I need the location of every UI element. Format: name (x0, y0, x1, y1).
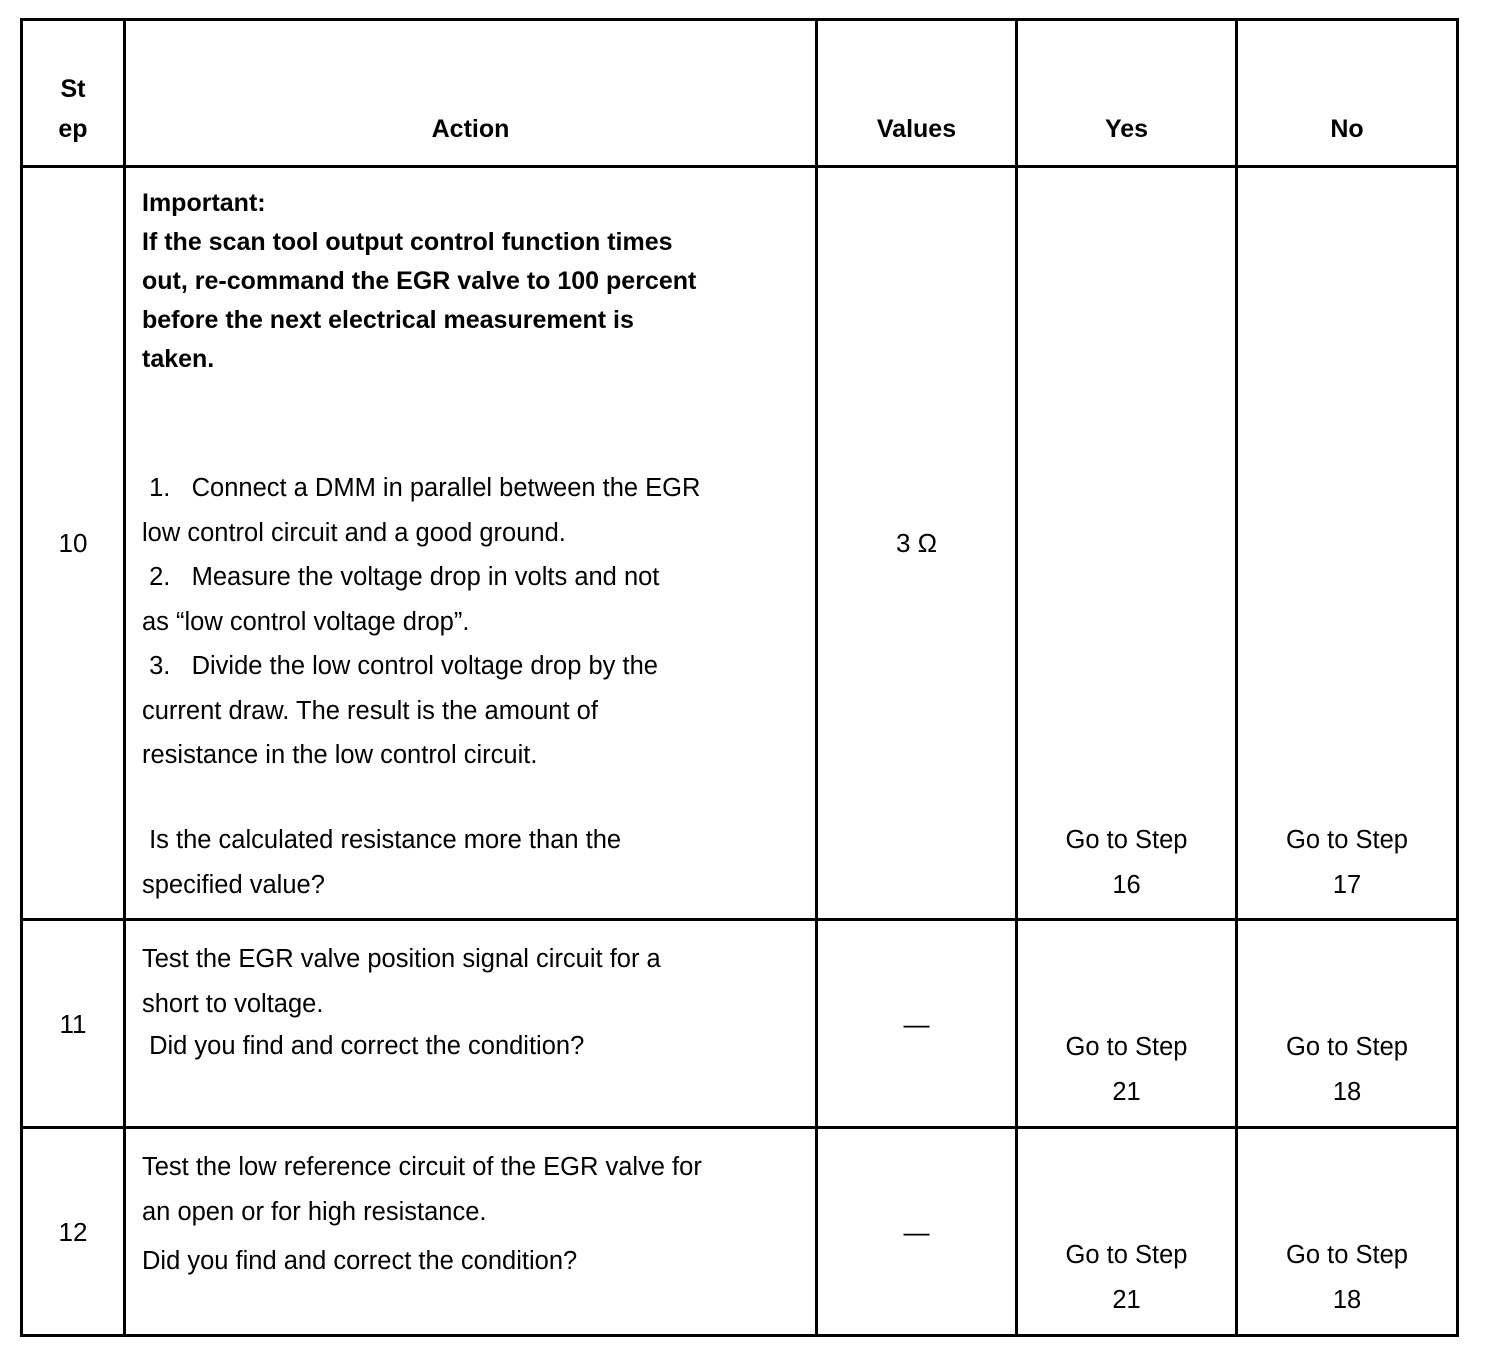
no-cell (1237, 920, 1458, 1128)
important-note (142, 184, 782, 379)
action-text (142, 937, 782, 1066)
no-cell (1237, 167, 1458, 920)
procedure-line: 3. Divide the low control voltage drop by the (142, 652, 658, 680)
procedure-line: 1. Connect a DMM in parallel between the EGR (142, 474, 701, 502)
action-line: Did you find and correct the condition? (142, 1247, 578, 1275)
header-no: No (1330, 115, 1364, 143)
no-cell (1237, 1128, 1458, 1336)
header-values-cell (817, 20, 1017, 167)
step-number: 12 (58, 1217, 88, 1247)
yes-goto (1018, 1233, 1235, 1322)
question-line: Is the calculated resistance more than the (142, 826, 622, 854)
goto-label: Go to Step (1065, 1033, 1188, 1061)
header-values: Values (876, 115, 957, 143)
important-line: before the next electrical measurement is (142, 306, 634, 334)
procedure-line: low control circuit and a good ground. (142, 518, 566, 547)
action-text (142, 1145, 782, 1288)
no-goto (1238, 818, 1456, 907)
header-step-cell (22, 20, 125, 167)
action-line: Test the EGR valve position signal circuit for a (142, 945, 661, 973)
value-cell (817, 167, 1017, 920)
header-step-line1: St (60, 75, 86, 103)
yes-cell (1017, 167, 1237, 920)
action-line: an open or for high resistance. (142, 1197, 487, 1226)
important-title: Important: (142, 189, 266, 217)
goto-label: Go to Step (1286, 826, 1408, 854)
value: 3 Ω (895, 528, 938, 558)
goto-label: Go to Step (1065, 1241, 1188, 1269)
step-number: 10 (58, 528, 88, 558)
procedure-line: current draw. The result is the amount of (142, 696, 598, 725)
goto-step: 18 (1332, 1285, 1362, 1314)
no-goto (1238, 1025, 1456, 1114)
yes-goto (1018, 818, 1235, 907)
diagnostic-table (20, 18, 1459, 1337)
value-cell (817, 1128, 1017, 1336)
question (142, 818, 782, 907)
procedure-steps (142, 466, 782, 778)
yes-goto (1018, 1025, 1235, 1114)
header-yes: Yes (1104, 115, 1149, 143)
important-line: If the scan tool output control function times (142, 228, 673, 256)
header-step-line2: ep (58, 115, 88, 143)
procedure-line: as “low control voltage drop”. (142, 607, 470, 636)
header-yes-cell (1017, 20, 1237, 167)
goto-label: Go to Step (1286, 1033, 1408, 1061)
goto-step: 21 (1112, 1285, 1141, 1314)
no-goto (1238, 1233, 1456, 1322)
table-row-step-10 (22, 167, 1458, 920)
step-cell (22, 1128, 125, 1336)
procedure-line: resistance in the low control circuit. (142, 741, 538, 769)
step-cell (22, 920, 125, 1128)
important-line: taken. (142, 345, 215, 373)
action-cell (125, 1128, 817, 1336)
step-number: 11 (59, 1009, 87, 1039)
header-step (23, 69, 123, 149)
header-action: Action (431, 115, 510, 143)
important-line: out, re-command the EGR valve to 100 percent (142, 267, 697, 295)
goto-step: 17 (1332, 870, 1362, 899)
table-header-row (22, 20, 1458, 167)
goto-step: 18 (1332, 1077, 1362, 1106)
yes-cell (1017, 1128, 1237, 1336)
action-cell (125, 167, 817, 920)
action-line: Test the low reference circuit of the EGR valve for (142, 1153, 702, 1181)
action-cell (125, 920, 817, 1128)
step-cell (22, 167, 125, 920)
value-cell (817, 920, 1017, 1128)
goto-label: Go to Step (1065, 826, 1188, 854)
table-row-step-12 (22, 1128, 1458, 1336)
action-line: short to voltage. (142, 989, 324, 1018)
header-no-cell (1237, 20, 1458, 167)
goto-step: 16 (1112, 870, 1141, 899)
yes-cell (1017, 920, 1237, 1128)
table-row-step-11 (22, 920, 1458, 1128)
value: — (903, 1009, 930, 1039)
goto-step: 21 (1112, 1077, 1141, 1106)
question-line: specified value? (142, 870, 325, 899)
action-line: Did you find and correct the condition? (142, 1032, 585, 1060)
goto-label: Go to Step (1286, 1241, 1408, 1269)
header-action-cell (125, 20, 817, 167)
value: — (903, 1217, 930, 1247)
procedure-line: 2. Measure the voltage drop in volts and not (142, 563, 660, 591)
